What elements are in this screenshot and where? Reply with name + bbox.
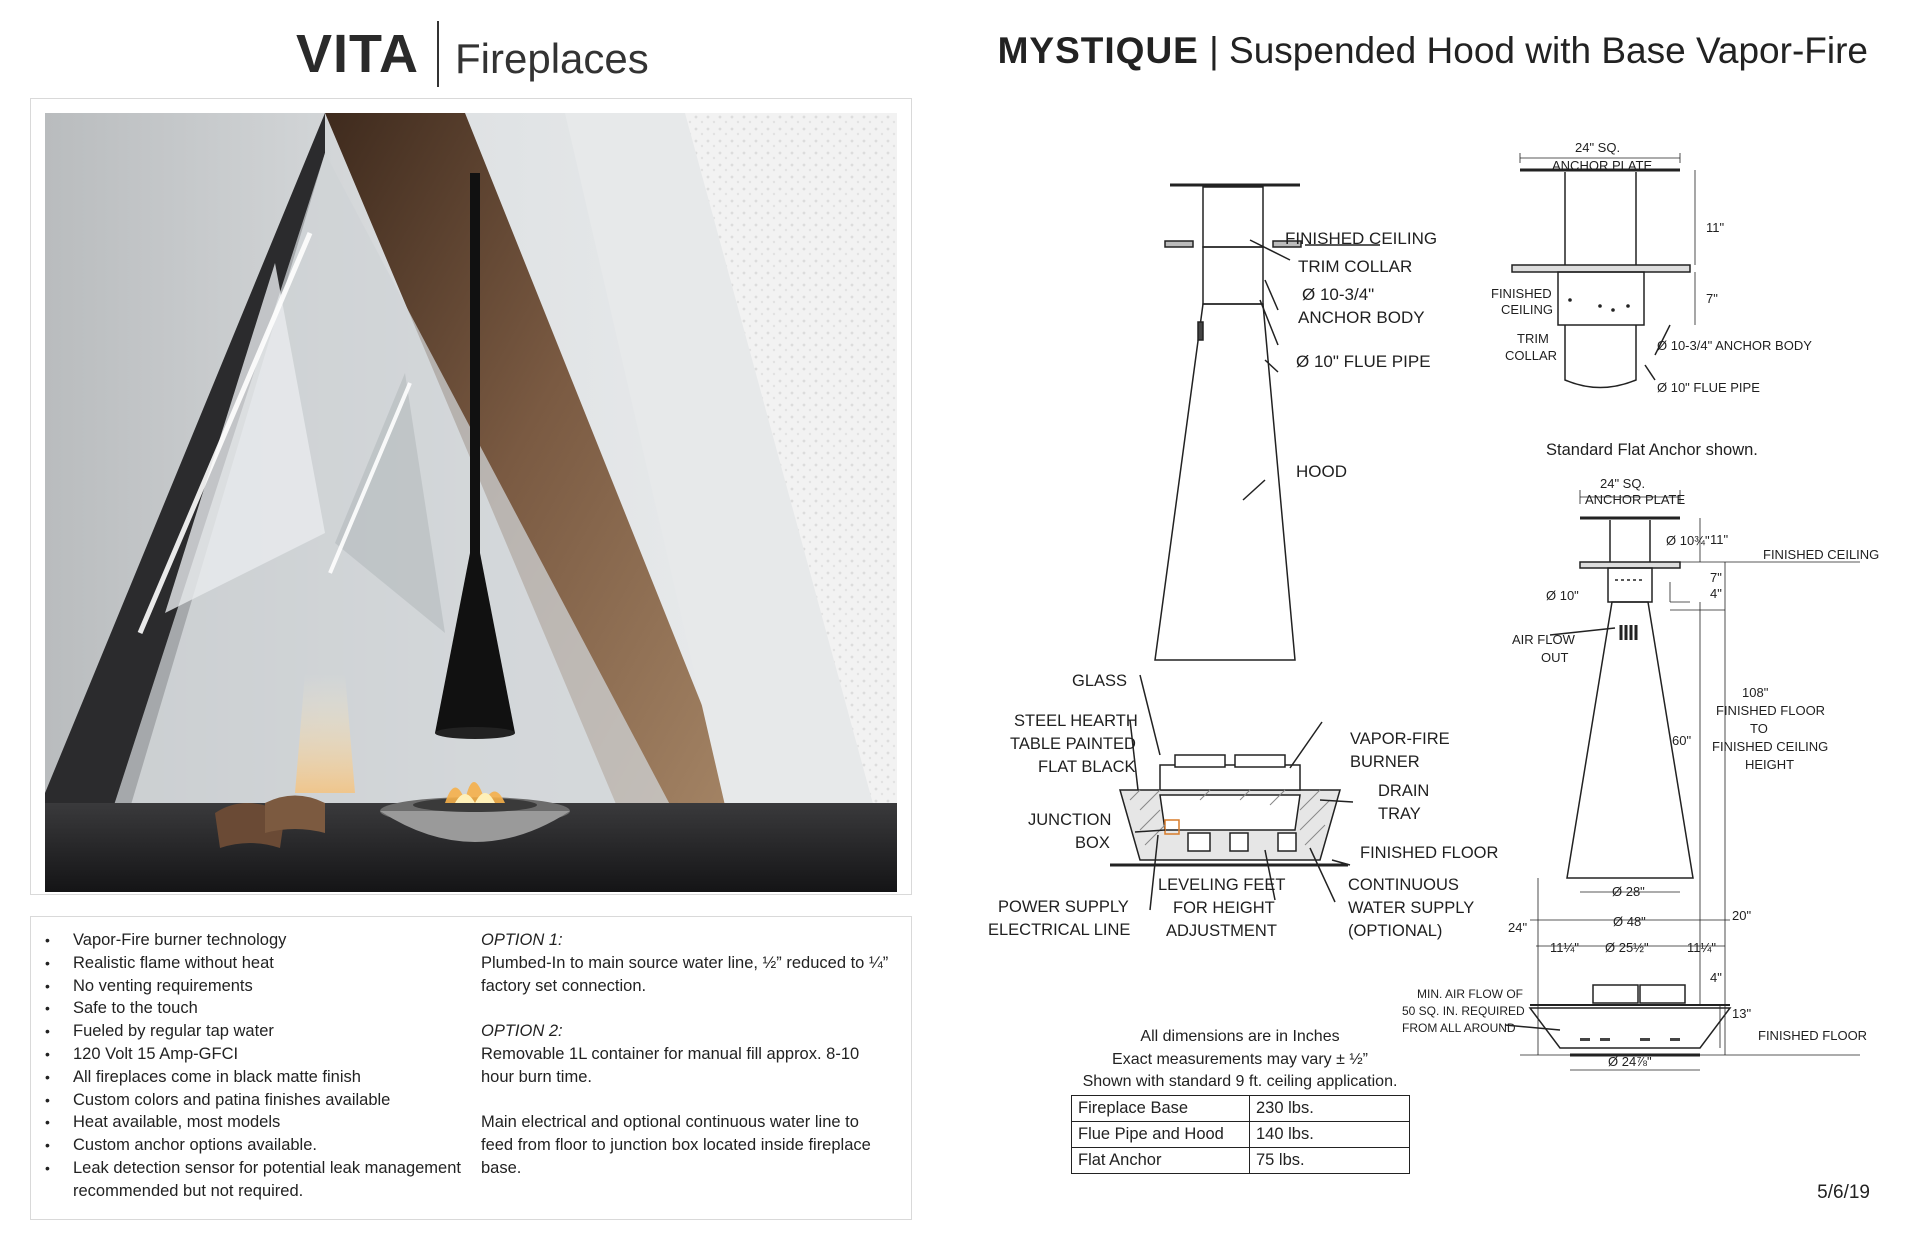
table-row [1072,1122,1410,1148]
elev-dim-13: 13" [1732,1006,1752,1021]
elev-height-3: FINISHED CEILING [1712,739,1829,754]
label-power-2: ELECTRICAL LINE [988,921,1131,939]
label-steel-1: STEEL HEARTH [1014,712,1138,730]
feature-item: • Leak detection sensor for potential leak management recommended but not required. [45,1157,465,1203]
anchor-plate-size: 24" SQ. [1575,140,1621,155]
elev-air-2: OUT [1541,650,1569,665]
elev-dim-11: 11" [1710,532,1729,547]
option2-text: Removable 1L container for manual fill approx. 8-10 hour burn time. [481,1044,860,1086]
label-finished-floor-base: FINISHED FLOOR [1360,844,1499,862]
label-flue-pipe: Ø 10" FLUE PIPE [1296,352,1431,371]
feature-item: • Realistic flame without heat [45,952,465,975]
elev-base-diameter: Ø 48" [1613,914,1646,929]
anchor-dim-11: 11" [1706,220,1725,235]
feature-item: • Custom colors and patina finishes available [45,1089,465,1112]
table-row [1072,1096,1410,1122]
elev-dim-7: 7" [1710,570,1722,585]
elev-bottom-diameter: Ø 24⅞" [1608,1054,1652,1069]
anchor-collar-1: TRIM [1517,331,1549,346]
brand-logo [296,18,649,90]
label-leveling-2: FOR HEIGHT [1173,899,1275,917]
brand-subtitle: Fireplaces [455,35,649,82]
label-steel-3: FLAT BLACK [1038,758,1136,776]
photo-frame [30,98,912,895]
fireplace-render-image [45,113,897,892]
label-junction-1: JUNCTION [1028,811,1112,829]
feature-item: • 120 Volt 15 Amp-GFCI [45,1043,465,1066]
weight-value: 75 lbs. [1250,1148,1410,1174]
model-description: Suspended Hood with Base Vapor-Fire [1229,30,1868,71]
title-separator: | [1198,30,1230,71]
product-title [998,30,1868,72]
elev-plate-label: ANCHOR PLATE [1585,492,1686,507]
dimension-notes [1070,1026,1410,1094]
elev-height-2: TO [1750,721,1768,736]
elev-air-1: AIR FLOW [1512,632,1575,647]
label-burner-2: BURNER [1350,753,1420,771]
label-anchor-body-diameter: Ø 10-3/4" [1302,285,1375,304]
elev-hood-diameter: Ø 28" [1612,884,1645,899]
note-line: Shown with standard 9 ft. ceiling application. [1082,1073,1398,1090]
elev-anchor-diameter: Ø 10¾" [1666,533,1710,548]
elev-min-air-3: FROM ALL AROUND [1402,1021,1516,1035]
anchor-ceiling-2: CEILING [1501,302,1554,317]
feature-item: • All fireplaces come in black matte finish [45,1066,465,1089]
brand-name: VITA [296,24,419,84]
anchor-dim-7: 7" [1706,291,1718,306]
elev-finished-floor: FINISHED FLOOR [1758,1028,1868,1043]
feature-list [45,929,465,1203]
feature-item: • Safe to the touch [45,997,465,1020]
model-name: MYSTIQUE [997,30,1199,71]
elev-dim-4-top: 4" [1710,586,1722,601]
installation-note: Main electrical and optional continuous water line to feed from floor to junction box located inside fireplace base. [481,1113,871,1177]
anchor-ceiling-1: FINISHED [1491,286,1552,301]
features-panel [30,916,912,1220]
label-junction-2: BOX [1075,834,1110,852]
option2-title: OPTION 2: [481,1022,563,1041]
document-date: 5/6/19 [1817,1182,1870,1203]
label-water-3: (OPTIONAL) [1348,922,1443,940]
elev-dim-60: 60" [1672,733,1692,748]
note-line: Exact measurements may vary ± ½” [1112,1050,1368,1068]
elev-min-air-1: MIN. AIR FLOW OF [1417,987,1524,1001]
elev-dim-right: 11¼" [1687,940,1716,955]
option1-text: Plumbed-In to main source water line, ½” reduced to ¼” factory set connection. [481,953,889,995]
anchor-body-label: Ø 10-3/4" ANCHOR BODY [1657,338,1812,353]
elev-plate-size: 24" SQ. [1600,476,1646,491]
brand-divider [437,21,439,87]
product-photo [45,113,897,892]
label-anchor-body: ANCHOR BODY [1298,308,1425,327]
label-drain-2: TRAY [1378,805,1421,823]
label-steel-2: TABLE PAINTED [1010,735,1136,753]
label-drain-1: DRAIN [1378,782,1430,800]
elev-min-air-2: 50 SQ. IN. REQUIRED [1402,1004,1525,1018]
label-leveling-1: LEVELING FEET [1158,876,1286,894]
elev-height-4: HEIGHT [1745,757,1795,772]
feature-item: • Fueled by regular tap water [45,1020,465,1043]
anchor-plate-label: ANCHOR PLATE [1552,158,1653,173]
anchor-caption: Standard Flat Anchor shown. [1546,441,1758,459]
anchor-collar-2: COLLAR [1505,348,1558,363]
weight-value: 140 lbs. [1250,1122,1410,1148]
feature-item: • Heat available, most models [45,1111,465,1134]
elev-dim-24: 24" [1508,920,1528,935]
label-hood: HOOD [1296,462,1347,481]
note-line: All dimensions are in Inches [1140,1028,1340,1045]
label-leveling-3: ADJUSTMENT [1166,922,1277,940]
elev-dim-4-base: 4" [1710,970,1722,985]
elev-dim-left: 11¼" [1550,940,1579,955]
feature-item: • Custom anchor options available. [45,1134,465,1157]
label-glass: GLASS [1072,672,1128,690]
elev-height-1: FINISHED FLOOR [1716,703,1826,718]
label-power-1: POWER SUPPLY [998,898,1129,916]
table-row [1072,1148,1410,1174]
anchor-flue-label: Ø 10" FLUE PIPE [1657,380,1760,395]
label-water-2: WATER SUPPLY [1348,899,1475,917]
feature-item: • Vapor-Fire burner technology [45,929,465,952]
label-water-1: CONTINUOUS [1348,876,1459,894]
elev-finished-ceiling: FINISHED CEILING [1763,547,1880,562]
elev-burner-diameter: Ø 25½" [1605,940,1649,955]
weight-item: Flat Anchor [1072,1148,1250,1174]
feature-item: • No venting requirements [45,975,465,998]
label-burner-1: VAPOR-FIRE [1350,730,1450,748]
weight-value: 230 lbs. [1250,1096,1410,1122]
option1-title: OPTION 1: [481,931,563,949]
weight-item: Flue Pipe and Hood [1072,1122,1250,1148]
label-trim-collar: TRIM COLLAR [1298,257,1413,276]
elev-dim-20: 20" [1732,908,1752,923]
elev-height-108: 108" [1742,685,1769,700]
elev-flue-diameter: Ø 10" [1546,588,1579,603]
options-block [481,929,891,1203]
technical-drawing [960,100,1910,1180]
weights-table [1071,1095,1410,1174]
label-finished-ceiling: FINISHED CEILING [1285,229,1438,248]
weight-item: Fireplace Base [1072,1096,1250,1122]
